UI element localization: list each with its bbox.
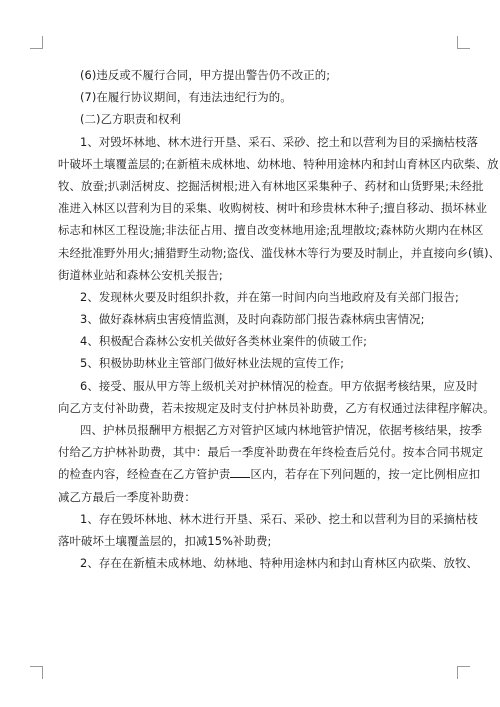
section-heading: (二)乙方职责和权利: [80, 112, 182, 127]
text-fragment: 区内，若存在下列问题的，按一定比例相应扣: [250, 467, 481, 482]
text-line: 减乙方最后一季度补助费：: [58, 489, 196, 504]
crop-mark-top-left: [30, 36, 43, 49]
crop-mark-bottom-left: [30, 666, 43, 679]
text-line: 4、积极配合森林公安机关做好各类林业案件的侦破工作;: [80, 334, 368, 349]
text-line: 牧、放蚕;扒剥活树皮、挖掘活树根;进入有林地区采集种子、药材和山货野果;未经批: [58, 178, 484, 193]
text-line: 1、存在毁坏林地、林木进行开垦、采石、采砂、挖土和以营利为目的采摘枯枝: [80, 511, 479, 526]
text-line: 3、做好森林病虫害疫情监测，及时向森防部门报告森林病虫害情况;: [80, 312, 425, 327]
text-line: (6)违反或不履行合同，甲方提出警告仍不改正的;: [80, 68, 331, 82]
document-body: [58, 64, 500, 574]
text-line: 2、存在在新植未成林地、幼林地、特种用途林内和封山育林区内砍柴、放牧、: [80, 556, 479, 571]
text-line: 2、发现林火要及时组织扑救，并在第一时间内向当地政府及有关部门报告;: [80, 289, 459, 304]
crop-mark-top-right: [457, 36, 470, 49]
text-line: 四、护林员报酬甲方根据乙方对管护区域内林地管护情况，依据考核结果，按季: [80, 423, 483, 437]
text-line: 准进入林区以营利为目的采集、收购树枝、树叶和珍贵林木种子;擅自移动、损坏林业: [58, 201, 488, 216]
text-line: 标志和林区工程设施;非法征占用、擅自改变林地用途;乱埋散坟;森林防火期内在林区: [58, 223, 484, 238]
fill-in-blank: [230, 466, 250, 478]
text-fragment: 的检查内容，经检查在乙方管护责: [58, 467, 231, 482]
text-line: 落叶破坏土壤覆盖层的，扣减15%补助费;: [58, 533, 272, 548]
text-line: 6、接受、服从甲方等上级机关对护林情况的检查。甲方依据考核结果，应及时: [80, 378, 479, 393]
crop-mark-bottom-right: [457, 666, 470, 679]
text-line: 5、积极协助林业主管部门做好林业法规的宣传工作;: [80, 356, 345, 371]
text-line: 向乙方支付补助费，若未按规定及时支付护林员补助费，乙方有权通过法律程序解决。: [58, 400, 495, 415]
text-line: 未经批准野外用火;捕猎野生动物;盗伐、滥伐林木等行为要及时制止，并直接向乡(镇)、: [58, 245, 500, 260]
text-line: 叶破坏土壤覆盖层的;在新植未成林地、幼林地、特种用途林内和封山育林区内砍柴、放: [58, 156, 499, 171]
text-line: 付给乙方护林补助费，其中：最后一季度补助费在年终检查后兑付。按本合同书规定: [58, 445, 484, 460]
text-line: 街道林业站和森林公安机关报告;: [58, 267, 223, 282]
text-line: 1、对毁坏林地、林木进行开垦、采石、采砂、挖土和以营利为目的采摘枯枝落: [80, 134, 479, 149]
text-line-with-blank: [58, 463, 481, 485]
text-line: (7)在履行协议期间，有违法违纪行为的。: [80, 90, 292, 105]
